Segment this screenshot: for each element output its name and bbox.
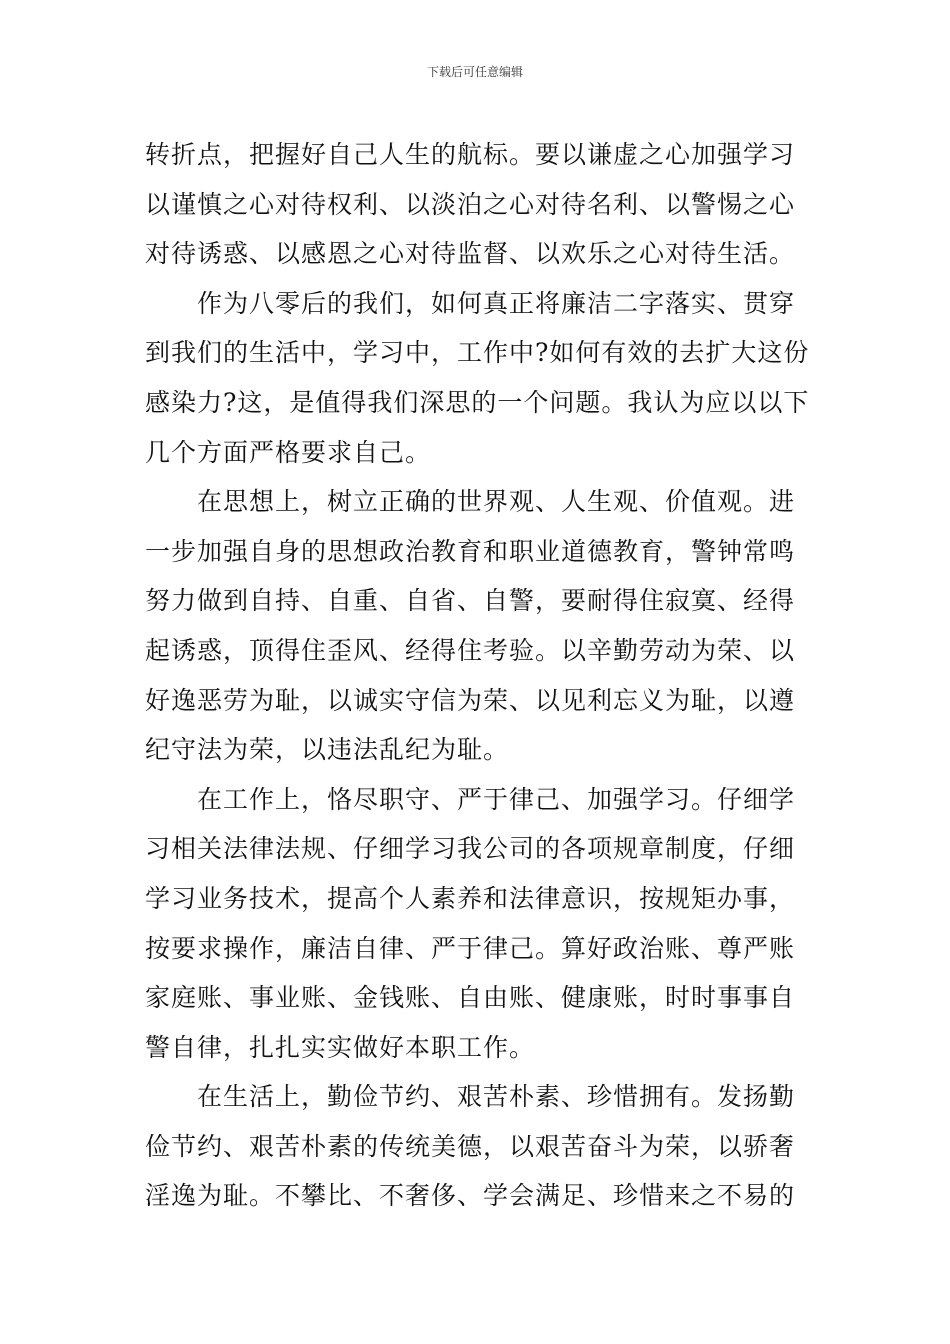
document-body xyxy=(145,130,810,1221)
text-line: 几个方面严格要求自己。 xyxy=(145,437,432,467)
text-line: 到我们的生活中，学习中，工作中?如何有效的去扩大这份 xyxy=(145,338,810,368)
text-line: 起诱惑，顶得住歪风、经得住考验。以辛勤劳动为荣、以 xyxy=(145,635,796,665)
paragraph-5 xyxy=(145,1072,810,1221)
paragraph-1 xyxy=(145,130,810,279)
text-line: 淫逸为耻。不攀比、不奢侈、学会满足、珍惜来之不易的 xyxy=(145,1181,796,1211)
text-line: 纪守法为荣，以违法乱纪为耻。 xyxy=(145,735,510,765)
text-line: 按要求操作，廉洁自律、严于律己。算好政治账、尊严账 xyxy=(145,933,796,963)
text-line: 一步加强自身的思想政治教育和职业道德教育，警钟常鸣 xyxy=(145,536,796,566)
text-line: 家庭账、事业账、金钱账、自由账、健康账，时时事事自 xyxy=(145,983,796,1013)
paragraph-2 xyxy=(145,279,810,477)
text-line: 以谨慎之心对待权利、以淡泊之心对待名利、以警惕之心 xyxy=(145,189,796,219)
text-line: 在思想上，树立正确的世界观、人生观、价值观。进 xyxy=(197,487,796,517)
text-line: 努力做到自持、自重、自省、自警，要耐得住寂寞、经得 xyxy=(145,586,796,616)
text-line: 对待诱惑、以感恩之心对待监督、以欢乐之心对待生活。 xyxy=(145,239,796,269)
text-line: 感染力?这，是值得我们深思的一个问题。我认为应以以下 xyxy=(145,387,810,417)
text-line: 转折点，把握好自己人生的航标。要以谦虚之心加强学习 xyxy=(145,140,796,169)
text-line: 在生活上，勤俭节约、艰苦朴素、珍惜拥有。发扬勤 xyxy=(197,1082,796,1112)
text-line: 在工作上，恪尽职守、严于律己、加强学习。仔细学 xyxy=(197,784,796,814)
text-line: 学习业务技术，提高个人素养和法律意识，按规矩办事， xyxy=(145,883,796,913)
paragraph-4 xyxy=(145,775,810,1073)
paragraph-3 xyxy=(145,477,810,775)
text-line: 警自律，扎扎实实做好本职工作。 xyxy=(145,1032,536,1062)
text-line: 好逸恶劳为耻，以诚实守信为荣、以见利忘义为耻，以遵 xyxy=(145,685,796,715)
page-header: 下载后可任意编辑 xyxy=(426,65,523,79)
text-line: 俭节约、艰苦朴素的传统美德，以艰苦奋斗为荣，以骄奢 xyxy=(145,1131,796,1161)
text-line: 作为八零后的我们，如何真正将廉洁二字落实、贯穿 xyxy=(197,288,796,318)
text-line: 习相关法律法规、仔细学习我公司的各项规章制度，仔细 xyxy=(145,834,796,864)
